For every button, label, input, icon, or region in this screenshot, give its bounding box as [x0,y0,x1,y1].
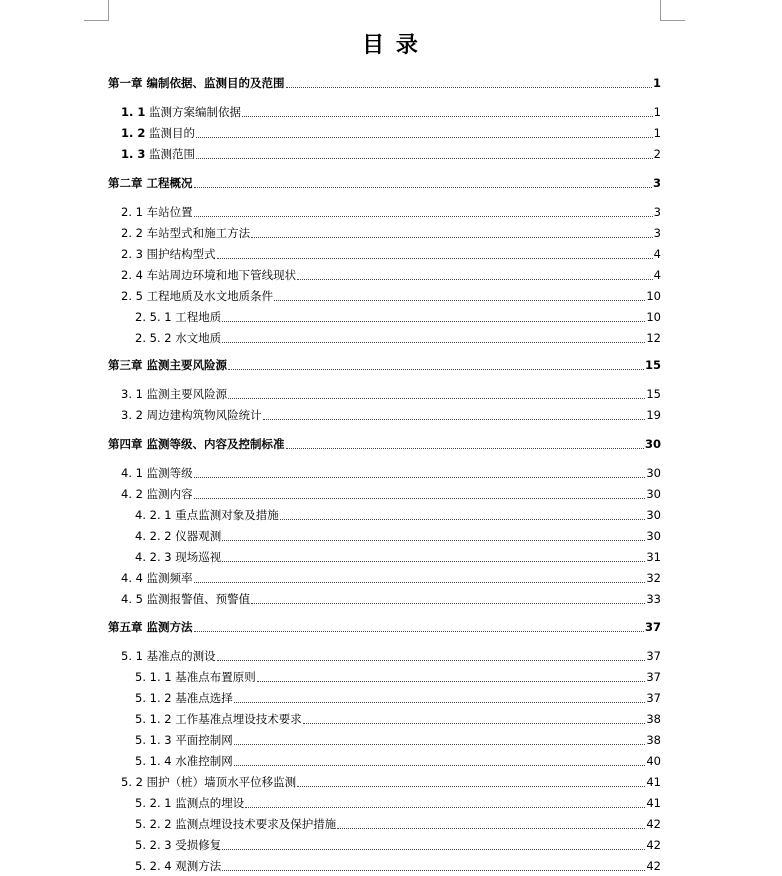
dot-leader [196,136,653,138]
toc-section-entry[interactable] [0,223,782,243]
toc-entry-number: 5. 2 [121,775,143,789]
toc-entry-label [121,772,296,792]
toc-section-entry[interactable] [0,688,782,708]
toc-entry-number: 2. 2 [121,226,143,240]
dot-leader [194,186,652,188]
toc-page-number: 41 [646,775,661,789]
toc-page-number: 12 [646,331,661,345]
toc-entry-text: 周边建构筑物风险统计 [146,408,262,422]
toc-entry-label [135,793,244,813]
toc-page-number: 41 [646,796,661,810]
toc-entry-number: 2. 5. 1 [135,310,172,324]
dot-leader [194,497,646,499]
crop-mark-right-horizontal [660,20,685,21]
dot-leader [286,86,652,88]
toc-section-entry[interactable] [0,526,782,546]
dot-leader [194,476,646,478]
toc-entry-number: 3. 2 [121,408,143,422]
toc-page-number: 19 [646,408,661,422]
toc-entry-text: 监测主要风险源 [146,387,228,401]
toc-section-entry[interactable] [0,589,782,609]
toc-entry-label [121,223,250,243]
toc-page-number: 3 [653,205,661,219]
toc-page-number: 1 [653,105,661,119]
toc-entry-label [135,547,221,567]
toc-page-number: 10 [646,289,661,303]
toc-page-number: 10 [646,310,661,324]
toc-entry-text: 第五章 监测方法 [108,620,193,634]
toc-entry-text: 监测目的 [149,126,196,140]
toc-entry-label [121,405,262,425]
toc-entry-number: 2. 4 [121,268,143,282]
toc-page-number: 37 [644,620,661,634]
crop-mark-left-horizontal [84,20,109,21]
toc-entry-label [121,589,250,609]
toc-section-entry[interactable] [0,835,782,855]
toc-page-number: 15 [646,387,661,401]
toc-entry-label [108,173,193,193]
toc-chapter-entry[interactable] [0,73,782,93]
toc-section-entry[interactable] [0,384,782,404]
toc-entry-label [108,73,285,93]
toc-entry-number: 5. 1 [121,649,143,663]
toc-entry-label [135,751,233,771]
toc-chapter-entry[interactable] [0,617,782,637]
toc-entry-label [121,123,195,143]
toc-entry-text: 围护结构型式 [146,247,216,261]
toc-section-entry[interactable] [0,265,782,285]
toc-entry-text: 监测内容 [146,487,193,501]
dot-leader [234,764,646,766]
toc-entry-text: 基准点的测设 [146,649,216,663]
toc-entry-number: 2. 3 [121,247,143,261]
toc-entry-label [121,265,296,285]
toc-section-entry[interactable] [0,814,782,834]
dot-leader [257,680,646,682]
dot-leader [251,236,653,238]
crop-mark-left-vertical [108,0,109,20]
toc-entry-text: 基准点选择 [175,691,233,705]
toc-entry-text: 监测范围 [149,147,196,161]
toc-entry-number: 5. 1. 2 [135,691,172,705]
toc-page-number: 1 [653,126,661,140]
toc-entry-number: 5. 2. 1 [135,796,172,810]
toc-page-number: 3 [652,176,661,190]
dot-leader [217,659,646,661]
toc-entry-number: 5. 1. 3 [135,733,172,747]
dot-leader [242,115,653,117]
toc-entry-number: 5. 2. 2 [135,817,172,831]
toc-entry-text: 工程地质 [175,310,222,324]
dot-leader [217,257,653,259]
dot-leader [194,581,646,583]
toc-entry-number: 5. 2. 3 [135,838,172,852]
toc-page-number: 30 [646,466,661,480]
dot-leader [274,299,645,301]
toc-section-entry[interactable] [0,751,782,771]
toc-entry-text: 监测点埋设技术要求及保护措施 [175,817,337,831]
toc-section-entry[interactable] [0,667,782,687]
toc-entry-number: 1. 2 [121,126,146,140]
toc-entry-number: 1. 1 [121,105,146,119]
toc-page-number: 15 [644,358,661,372]
toc-entry-label [135,835,221,855]
toc-entry-label [135,856,221,876]
toc-page-number: 30 [646,487,661,501]
toc-entry-number: 2. 5 [121,289,143,303]
toc-entry-number: 4. 2 [121,487,143,501]
toc-entry-label [121,463,193,483]
toc-section-entry[interactable] [0,646,782,666]
toc-entry-number: 4. 2. 3 [135,550,172,564]
toc-page-number: 37 [646,649,661,663]
dot-leader [297,278,653,280]
toc-entry-label [135,667,256,687]
toc-entry-text: 车站周边环境和地下管线现状 [146,268,297,282]
toc-entry-text: 围护（桩）墙顶水平位移监测 [146,775,297,789]
toc-entry-label [135,328,221,348]
toc-entry-label [121,202,193,222]
toc-section-entry[interactable] [0,328,782,348]
dot-leader [228,368,644,370]
toc-entry-text: 工作基准点埋设技术要求 [175,712,302,726]
toc-chapter-entry[interactable] [0,173,782,193]
toc-entry-label [108,355,227,375]
toc-entry-text: 观测方法 [175,859,222,873]
toc-section-entry[interactable] [0,307,782,327]
toc-page-number: 31 [646,550,661,564]
crop-mark-right-vertical [660,0,661,20]
toc-section-entry[interactable] [0,505,782,525]
toc-chapter-entry[interactable] [0,355,782,375]
dot-leader [280,518,646,520]
dot-leader [251,602,645,604]
toc-page-number: 30 [644,437,661,451]
toc-entry-number: 2. 5. 2 [135,331,172,345]
toc-entry-text: 监测频率 [146,571,193,585]
toc-entry-text: 平面控制网 [175,733,233,747]
toc-entry-text: 车站型式和施工方法 [146,226,251,240]
dot-leader [222,560,645,562]
dot-leader [286,447,644,449]
toc-section-entry[interactable] [0,202,782,222]
toc-section-entry[interactable] [0,405,782,425]
dot-leader [234,701,646,703]
toc-entry-text: 第一章 编制依据、监测目的及范围 [108,76,285,90]
toc-entry-label [135,526,221,546]
toc-section-entry[interactable] [0,286,782,306]
toc-entry-text: 现场巡视 [175,550,222,564]
toc-page-number: 4 [653,268,661,282]
dot-leader [222,848,645,850]
toc-page-number: 2 [653,147,661,161]
toc-page-number: 32 [646,571,661,585]
toc-entry-text: 第四章 监测等级、内容及控制标准 [108,437,285,451]
toc-entry-label [135,505,279,525]
toc-page-number: 30 [646,508,661,522]
toc-page-number: 38 [646,712,661,726]
toc-page-number: 42 [646,817,661,831]
toc-entry-label [108,617,193,637]
toc-entry-number: 4. 4 [121,571,143,585]
dot-leader [194,215,653,217]
toc-entry-number: 5. 1. 4 [135,754,172,768]
toc-entry-label [121,484,193,504]
toc-entry-number: 3. 1 [121,387,143,401]
toc-entry-text: 水文地质 [175,331,222,345]
toc-page-number: 37 [646,691,661,705]
toc-entry-label [121,568,193,588]
toc-entry-text: 监测报警值、预警值 [146,592,251,606]
dot-leader [228,397,645,399]
toc-section-entry[interactable] [0,856,782,876]
toc-page-number: 38 [646,733,661,747]
toc-entry-label [121,144,195,164]
dot-leader [196,157,653,159]
toc-entry-text: 第三章 监测主要风险源 [108,358,228,372]
toc-section-entry[interactable] [0,772,782,792]
dot-leader [303,722,646,724]
toc-section-entry[interactable] [0,547,782,567]
toc-entry-label [121,102,241,122]
toc-entry-text: 监测点的埋设 [175,796,245,810]
toc-page-number: 42 [646,838,661,852]
toc-entry-text: 第二章 工程概况 [108,176,193,190]
toc-entry-number: 5. 2. 4 [135,859,172,873]
toc-page-number: 42 [646,859,661,873]
toc-entry-text: 仪器观测 [175,529,222,543]
dot-leader [222,869,645,871]
toc-page-number: 40 [646,754,661,768]
toc-page-number: 30 [646,529,661,543]
toc-entry-text: 水准控制网 [175,754,233,768]
toc-entry-label [121,286,273,306]
toc-page-number: 1 [652,76,661,90]
dot-leader [245,806,645,808]
toc-entry-number: 5. 1. 2 [135,712,172,726]
toc-entry-number: 4. 2. 2 [135,529,172,543]
toc-page-number: 33 [646,592,661,606]
dot-leader [222,320,645,322]
toc-entry-number: 5. 1. 1 [135,670,172,684]
dot-leader [337,827,645,829]
dot-leader [263,418,646,420]
toc-entry-label [135,814,336,834]
toc-entry-text: 监测等级 [146,466,193,480]
toc-entry-label [135,730,233,750]
dot-leader [194,630,644,632]
toc-page-number: 4 [653,247,661,261]
dot-leader [234,743,646,745]
toc-section-entry[interactable] [0,244,782,264]
dot-leader [222,341,645,343]
toc-entry-number: 4. 2. 1 [135,508,172,522]
toc-entry-label [121,646,216,666]
toc-entry-text: 工程地质及水文地质条件 [146,289,274,303]
toc-section-entry[interactable] [0,484,782,504]
toc-entry-label [135,709,302,729]
toc-entry-label [108,434,285,454]
toc-entry-number: 4. 5 [121,592,143,606]
toc-section-entry[interactable] [0,568,782,588]
toc-page-number: 37 [646,670,661,684]
toc-entry-label [121,244,216,264]
dot-leader [297,785,645,787]
toc-section-entry[interactable] [0,730,782,750]
toc-section-entry[interactable] [0,709,782,729]
toc-chapter-entry[interactable] [0,434,782,454]
toc-section-entry[interactable] [0,102,782,122]
toc-section-entry[interactable] [0,793,782,813]
toc-entry-number: 1. 3 [121,147,146,161]
dot-leader [222,539,645,541]
toc-entry-text: 监测方案编制依据 [149,105,242,119]
toc-section-entry[interactable] [0,463,782,483]
toc-entry-label [135,307,221,327]
toc-entry-text: 重点监测对象及措施 [175,508,279,522]
toc-entry-text: 受损修复 [175,838,222,852]
toc-entry-number: 2. 1 [121,205,143,219]
toc-section-entry[interactable] [0,123,782,143]
toc-page-number: 3 [653,226,661,240]
toc-entry-label [121,384,227,404]
toc-section-entry[interactable] [0,144,782,164]
toc-title: 目 录 [362,33,420,58]
toc-entry-number: 4. 1 [121,466,143,480]
toc-entry-text: 车站位置 [146,205,193,219]
toc-entry-label [135,688,233,708]
toc-entry-text: 基准点布置原则 [175,670,256,684]
